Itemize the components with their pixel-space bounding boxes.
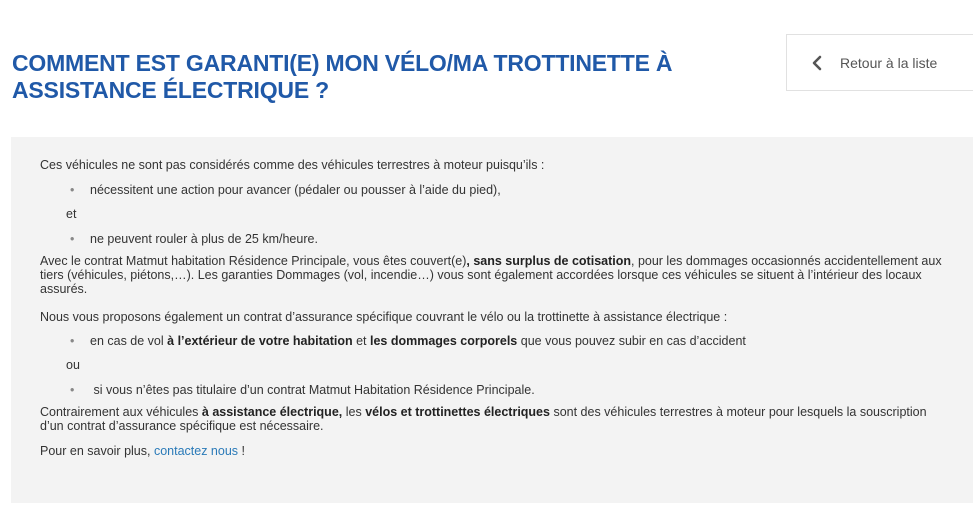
list-item-text: que vous pouvez subir en cas d’accident bbox=[517, 334, 746, 348]
list-item-emphasis: les dommages corporels bbox=[369, 334, 518, 348]
paragraph-text: sont des véhicules terrestres à moteur pour lesquels la souscription d’un contrat d’assurance spécifique est nécessaire. bbox=[40, 405, 927, 433]
list-item-text: et bbox=[352, 334, 370, 348]
paragraph-text: Pour en savoir plus, bbox=[40, 444, 154, 458]
paragraph-text: Contrairement aux véhicules bbox=[40, 405, 202, 419]
bullet-icon: • bbox=[70, 383, 75, 397]
list-item-text: si vous n’êtes pas titulaire d’un contrat Matmut Habitation Résidence Principale. bbox=[90, 383, 535, 397]
contact-us-link[interactable]: contactez nous bbox=[153, 444, 239, 458]
paragraph-text: ! bbox=[238, 444, 245, 458]
list-item bbox=[70, 183, 501, 197]
intro-text: Ces véhicules ne sont pas considérés comme des véhicules terrestres à moteur puisqu’ils : bbox=[40, 158, 545, 172]
coverage-paragraph bbox=[40, 254, 950, 296]
bullet-icon: • bbox=[70, 334, 75, 348]
back-to-list-label: Retour à la liste bbox=[840, 55, 938, 71]
list-item bbox=[70, 334, 746, 348]
coverage-emphasis: , sans surplus de cotisation bbox=[466, 254, 631, 268]
conjunction-text: ou bbox=[66, 358, 80, 372]
chevron-left-icon bbox=[809, 55, 825, 71]
coverage-text: Avec le contrat Matmut habitation Résidence Principale, vous êtes couvert(e) bbox=[40, 254, 467, 268]
page-title: COMMENT EST GARANTI(E) MON VÉLO/MA TROTTINETTE À ASSISTANCE ÉLECTRIQUE ? bbox=[12, 50, 673, 103]
faq-answer-panel bbox=[11, 137, 973, 503]
offer-paragraph: Nous vous proposons également un contrat d’assurance spécifique couvrant le vélo ou la trottinette à assistance électrique : bbox=[40, 310, 728, 324]
coverage-text-rest: , pour les dommages occasionnés accidentellement aux tiers (véhicules, piétons,…). Les garanties Dommages (vol, incendie…) vous sont également accordées lorsque ces véhicules se situent à l’intérieur des locaux assurés. bbox=[40, 254, 942, 296]
back-to-list-button[interactable] bbox=[786, 34, 973, 91]
conjunction-text: et bbox=[66, 207, 77, 221]
paragraph-emphasis: à assistance électrique, bbox=[201, 405, 343, 419]
bullet-icon: • bbox=[70, 232, 75, 246]
list-item bbox=[70, 383, 535, 397]
list-item-text: nécessitent une action pour avancer (pédaler ou pousser à l’aide du pied), bbox=[90, 183, 501, 197]
list-item bbox=[70, 232, 318, 246]
contact-paragraph bbox=[40, 444, 950, 458]
list-item-emphasis: à l’extérieur de votre habitation bbox=[167, 334, 353, 348]
paragraph-text: les bbox=[342, 405, 366, 419]
bullet-icon: • bbox=[70, 183, 75, 197]
paragraph-emphasis: vélos et trottinettes électriques bbox=[365, 405, 550, 419]
list-item-text: en cas de vol bbox=[90, 334, 168, 348]
electric-vehicles-paragraph bbox=[40, 405, 950, 433]
list-item-text: ne peuvent rouler à plus de 25 km/heure. bbox=[90, 232, 318, 246]
